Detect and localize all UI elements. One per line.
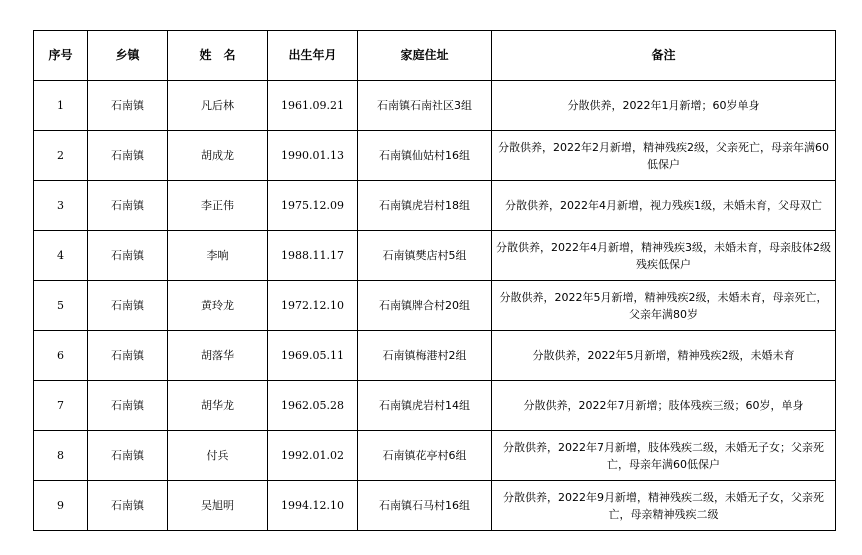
cell-seq: 4 (34, 231, 88, 281)
cell-address: 石南镇花亭村6组 (358, 431, 492, 481)
table-row (34, 131, 836, 181)
cell-seq: 2 (34, 131, 88, 181)
cell-town: 石南镇 (88, 381, 168, 431)
table-row (34, 281, 836, 331)
cell-note: 分散供养，2022年1月新增；60岁单身 (492, 81, 836, 131)
cell-dob: 1975.12.09 (268, 181, 358, 231)
header-dob: 出生年月 (268, 31, 358, 81)
cell-note: 分散供养，2022年5月新增，精神残疾2级，未婚未育，母亲死亡，父亲年满80岁 (492, 281, 836, 331)
cell-town: 石南镇 (88, 231, 168, 281)
cell-town: 石南镇 (88, 281, 168, 331)
cell-dob: 1961.09.21 (268, 81, 358, 131)
cell-note: 分散供养，2022年5月新增，精神残疾2级，未婚未育 (492, 331, 836, 381)
cell-dob: 1972.12.10 (268, 281, 358, 331)
table-row (34, 381, 836, 431)
cell-seq: 8 (34, 431, 88, 481)
header-note: 备注 (492, 31, 836, 81)
cell-address: 石南镇石南社区3组 (358, 81, 492, 131)
cell-town: 石南镇 (88, 131, 168, 181)
cell-name: 凡后林 (168, 81, 268, 131)
cell-seq: 3 (34, 181, 88, 231)
cell-address: 石南镇石马村16组 (358, 481, 492, 531)
cell-name: 胡华龙 (168, 381, 268, 431)
cell-town: 石南镇 (88, 481, 168, 531)
cell-name: 李正伟 (168, 181, 268, 231)
cell-town: 石南镇 (88, 81, 168, 131)
cell-address: 石南镇虎岩村14组 (358, 381, 492, 431)
cell-note: 分散供养，2022年4月新增，精神残疾3级，未婚未育，母亲肢体2级残疾低保户 (492, 231, 836, 281)
cell-address: 石南镇梅港村2组 (358, 331, 492, 381)
cell-name: 黄玲龙 (168, 281, 268, 331)
cell-seq: 1 (34, 81, 88, 131)
table-row (34, 81, 836, 131)
cell-name: 胡成龙 (168, 131, 268, 181)
table-row (34, 481, 836, 531)
cell-seq: 5 (34, 281, 88, 331)
cell-name: 付兵 (168, 431, 268, 481)
table-row (34, 431, 836, 481)
cell-note: 分散供养，2022年9月新增，精神残疾二级，未婚无子女，父亲死亡，母亲精神残疾二级 (492, 481, 836, 531)
table-row (34, 331, 836, 381)
cell-dob: 1988.11.17 (268, 231, 358, 281)
cell-town: 石南镇 (88, 331, 168, 381)
cell-note: 分散供养，2022年7月新增；肢体残疾三级；60岁，单身 (492, 381, 836, 431)
cell-dob: 1969.05.11 (268, 331, 358, 381)
cell-dob: 1990.01.13 (268, 131, 358, 181)
cell-note: 分散供养，2022年2月新增，精神残疾2级，父亲死亡，母亲年满60低保户 (492, 131, 836, 181)
header-address: 家庭住址 (358, 31, 492, 81)
cell-note: 分散供养，2022年7月新增，肢体残疾二级，未婚无子女；父亲死亡，母亲年满60低保户 (492, 431, 836, 481)
support-roster-table (33, 30, 836, 531)
cell-dob: 1962.05.28 (268, 381, 358, 431)
table-header-row (34, 31, 836, 81)
cell-seq: 6 (34, 331, 88, 381)
cell-town: 石南镇 (88, 181, 168, 231)
cell-name: 胡落华 (168, 331, 268, 381)
cell-town: 石南镇 (88, 431, 168, 481)
table-row (34, 181, 836, 231)
cell-dob: 1992.01.02 (268, 431, 358, 481)
cell-address: 石南镇虎岩村18组 (358, 181, 492, 231)
cell-address: 石南镇仙姑村16组 (358, 131, 492, 181)
cell-name: 吴旭明 (168, 481, 268, 531)
cell-dob: 1994.12.10 (268, 481, 358, 531)
header-town: 乡镇 (88, 31, 168, 81)
table-row (34, 231, 836, 281)
cell-seq: 7 (34, 381, 88, 431)
cell-note: 分散供养，2022年4月新增，视力残疾1级，未婚未育，父母双亡 (492, 181, 836, 231)
cell-address: 石南镇樊店村5组 (358, 231, 492, 281)
cell-address: 石南镇牌合村20组 (358, 281, 492, 331)
header-seq: 序号 (34, 31, 88, 81)
cell-seq: 9 (34, 481, 88, 531)
header-name: 姓 名 (168, 31, 268, 81)
cell-name: 李响 (168, 231, 268, 281)
